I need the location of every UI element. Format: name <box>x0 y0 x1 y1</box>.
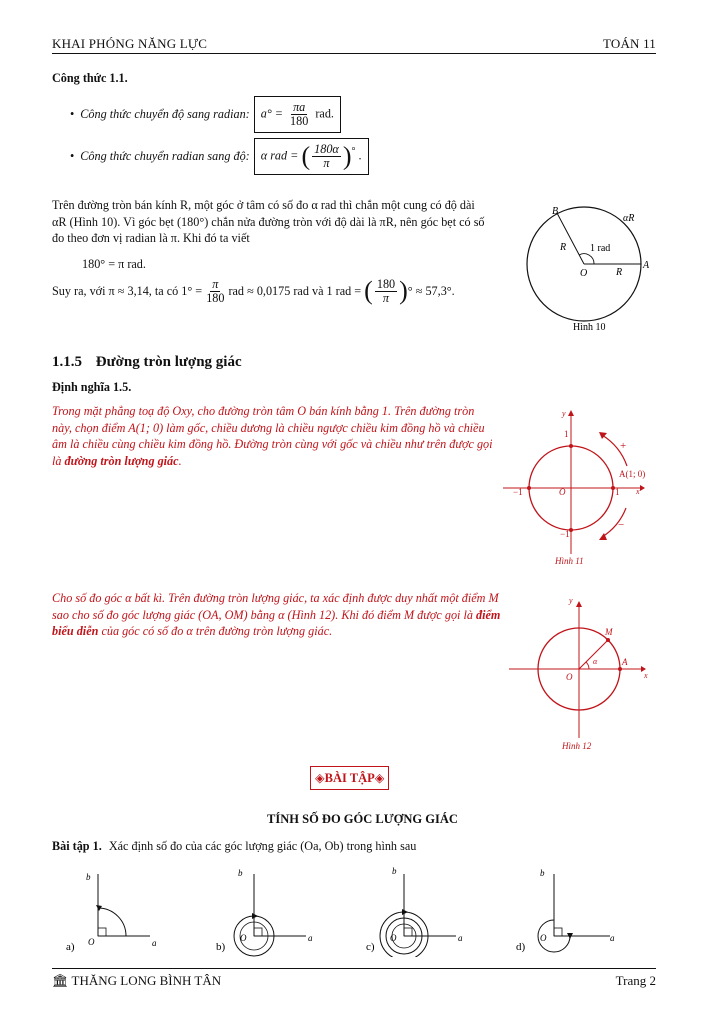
text-line <box>52 453 502 470</box>
figure-11 <box>498 404 658 572</box>
label-1-right: 1 <box>615 487 620 497</box>
right-angle-mark <box>98 928 106 936</box>
label-1rad: 1 rad <box>590 243 611 254</box>
label-O: O <box>240 933 247 943</box>
formula-item-1-unit: rad. <box>315 106 334 121</box>
denominator: π <box>382 291 390 305</box>
label-x: x <box>636 487 640 496</box>
formula-item-2-box <box>254 138 369 175</box>
formula-item-2-end: . <box>358 148 362 163</box>
y-arrow-icon <box>576 601 582 607</box>
denominator: 180 <box>206 291 225 305</box>
exercise-heading: TÍNH SỐ ĐO GÓC LƯỢNG GIÁC <box>267 812 458 826</box>
formula-title: Công thức 1.1. <box>52 71 128 85</box>
label-O: O <box>88 937 95 947</box>
label-B: B <box>552 206 559 217</box>
header-left: KHAI PHÓNG NĂNG LỰC <box>52 36 208 51</box>
label-alpha: α <box>593 657 598 666</box>
numerator: 180α <box>314 142 339 156</box>
paren-left: ( <box>301 141 311 171</box>
formula-item-2 <box>70 138 369 175</box>
formula-item-1 <box>70 96 341 133</box>
label-a-option: a) <box>66 941 75 953</box>
exercise-figure-d <box>512 862 622 957</box>
label-O: O <box>559 487 566 497</box>
bullet: • <box>70 107 75 122</box>
section-title: Đường tròn lượng giác <box>95 354 242 370</box>
text-line: đo theo đơn vị radian là π. Khi đó ta viết <box>52 231 250 245</box>
label-M: M <box>605 627 613 637</box>
emphasis: điểm <box>476 607 501 622</box>
arrow-icon <box>402 909 408 915</box>
definition-body <box>52 403 502 469</box>
label-A: A(1; 0) <box>619 469 646 479</box>
label-1-top: 1 <box>564 429 569 439</box>
exercise-text: Xác định số đo của các góc lượng giác (Oa, Ob) trong hình sau <box>108 839 417 853</box>
label-O: O <box>540 933 547 943</box>
label-O: O <box>580 268 588 279</box>
label-neg1-bottom: −1 <box>560 529 570 539</box>
label-a: a <box>152 938 157 948</box>
exercise-tag <box>310 766 389 790</box>
formula-item-2-frac <box>312 143 341 170</box>
footer-right: Trang 2 <box>615 973 656 988</box>
bank-icon: 🏛 <box>52 973 69 988</box>
label-y: y <box>569 596 573 605</box>
label-R1: R <box>560 242 567 253</box>
text-line: Trên đường tròn bán kính R, một góc ở tâm có số đo α rad thì chắn một cung có độ dài <box>52 198 475 212</box>
label-a: a <box>308 933 313 943</box>
text-line: âm là chiều cùng chiều kim đồng hồ. Đường tròn cùng với gốc và chiều như trên được gọi <box>52 437 493 451</box>
label-b: b <box>238 868 243 878</box>
degree-sup: ° <box>351 146 356 158</box>
paren-right: ) <box>342 141 352 171</box>
arrow-icon <box>252 913 258 919</box>
footer-rule <box>52 968 656 969</box>
exercise-tag-label: BÀI TẬP <box>324 771 375 785</box>
point <box>527 486 531 490</box>
label-A: A <box>643 260 650 271</box>
denominator: π <box>323 156 330 170</box>
label-b: b <box>540 868 545 878</box>
text-line: Cho số đo góc α bất kì. Trên đường tròn lượng giác, ta xác định được duy nhất một điểm M <box>52 591 499 605</box>
formula-item-1-lhs: a° = <box>260 106 283 121</box>
formula-item-1-frac <box>288 101 310 128</box>
exercise-figure-b <box>212 862 322 957</box>
section-number: 1.1.5 <box>52 354 82 370</box>
exercise-1 <box>52 838 416 855</box>
footer-left-text: THĂNG LONG BÌNH TÂN <box>71 973 222 988</box>
paren-right: ) <box>399 276 408 306</box>
y-arrow-icon <box>568 410 574 416</box>
diamond-icon: ◈ <box>315 771 325 785</box>
label-d-option: d) <box>516 941 526 953</box>
emphasis: biểu diễn <box>52 624 99 638</box>
text-line <box>52 623 504 640</box>
x-arrow-icon <box>640 485 645 491</box>
formula-item-2-label: Công thức chuyển radian sang độ: <box>80 149 250 164</box>
label-plus: + <box>620 440 627 452</box>
text-line <box>52 607 504 624</box>
label-b: b <box>392 866 397 876</box>
figure-10 <box>520 198 670 338</box>
label-a: a <box>458 933 463 943</box>
right-angle-mark <box>404 928 412 936</box>
equation-180: 180° = π rad. <box>82 257 146 271</box>
diamond-icon: ◈ <box>374 771 385 785</box>
formula-item-1-box <box>254 96 341 133</box>
text-fragment: . <box>178 453 182 468</box>
fraction-pi-180 <box>204 278 226 305</box>
label-alphaR: αR <box>623 213 635 224</box>
label-x: x <box>644 671 648 680</box>
numerator: 180 <box>376 277 396 291</box>
paragraph-radian <box>52 197 522 247</box>
definition-title: Định nghĩa 1.5. <box>52 380 132 394</box>
section-heading <box>52 354 242 371</box>
formula-item-1-label: Công thức chuyển độ sang radian: <box>80 107 250 122</box>
label-neg1-left: −1 <box>513 487 523 497</box>
caption-fig11: Hình 11 <box>555 556 584 566</box>
text-line: Trong mặt phẳng toạ độ Oxy, cho đường tròn tâm O bán kính bằng 1. Trên đường tròn <box>52 404 475 418</box>
text-fragment: Suy ra, với π ≈ 3,14, ta có 1° = <box>52 284 203 299</box>
exercise-figure-c <box>362 862 472 957</box>
text-line: αR (Hình 10). Vì góc bẹt (180°) chắn nửa đường tròn với độ dài là πR, nên góc bẹt có số <box>52 214 485 229</box>
footer-left <box>52 973 221 989</box>
label-O: O <box>390 933 397 943</box>
right-angle-mark <box>554 928 562 936</box>
label-R2: R <box>616 267 623 278</box>
label-a: a <box>610 933 615 943</box>
header-right: TOÁN 11 <box>602 36 656 51</box>
angle-arc <box>586 662 589 669</box>
text-fragment: của góc có số đo α trên đường tròn lượng giác. <box>98 624 333 638</box>
exercise-figure-a <box>60 862 170 957</box>
text-fragment: là <box>52 453 65 468</box>
header-rule <box>52 53 656 54</box>
point-M <box>606 638 610 642</box>
text-fragment: ° ≈ 57,3°. <box>407 284 455 299</box>
point-A <box>618 667 622 671</box>
numerator: πa <box>293 100 306 114</box>
point <box>569 444 573 448</box>
fraction-180-pi <box>375 278 397 305</box>
label-b-option: b) <box>216 941 226 953</box>
label-b: b <box>86 872 91 882</box>
right-angle-mark <box>254 928 262 936</box>
figure-12 <box>505 595 665 755</box>
bullet: • <box>70 149 75 164</box>
label-O: O <box>566 672 573 682</box>
paren-left: ( <box>364 276 373 306</box>
caption-fig10: Hình 10 <box>573 322 606 333</box>
radius-OB <box>557 213 584 264</box>
numerator: π <box>212 277 219 291</box>
text-line: này, chọn điểm A(1; 0) làm gốc, chiều dương là chiều ngược chiều kim đồng hồ và chiều <box>52 420 485 435</box>
formula-item-2-lhs: α rad = <box>260 148 299 163</box>
denominator: 180 <box>290 114 309 128</box>
exercise-label: Bài tập 1. <box>52 839 102 853</box>
caption-fig12: Hình 12 <box>562 741 592 751</box>
label-A: A <box>622 657 628 667</box>
point <box>569 528 573 532</box>
label-minus: − <box>618 519 625 531</box>
angle-arc <box>98 908 126 936</box>
label-c-option: c) <box>366 941 375 953</box>
text-fragment: rad ≈ 0,0175 rad và 1 rad = <box>228 284 362 299</box>
conversion-line <box>52 278 455 305</box>
paragraph-point-M <box>52 590 504 640</box>
label-y: y <box>562 409 566 418</box>
emphasis: đường tròn lượng giác <box>64 453 179 468</box>
text-fragment: sao cho số đo góc lượng giác (OA, OM) bằng α (Hình 12). Khi đó điểm M được gọi là <box>52 607 477 622</box>
